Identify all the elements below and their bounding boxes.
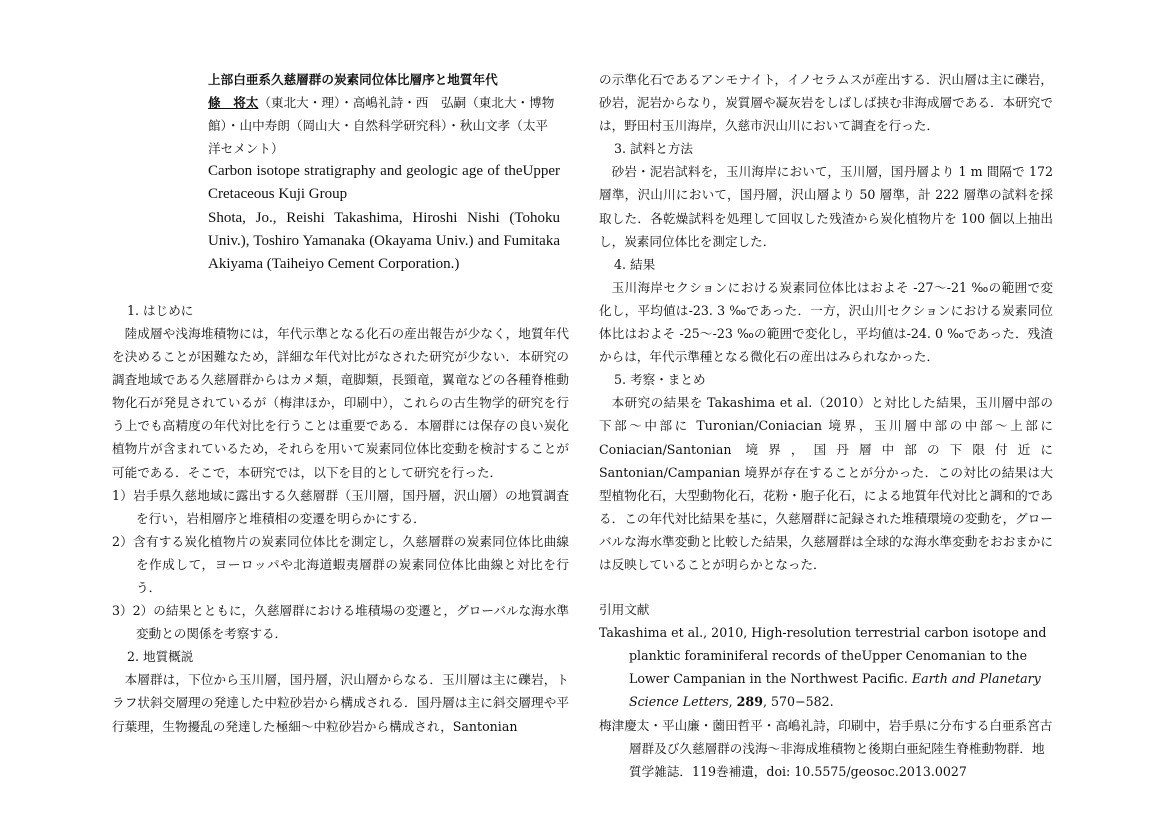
objective-item-2: 2）含有する炭化植物片の炭素同位体比を測定し，久慈層群の炭素同位体比曲線を作成して，ヨーロッパや北海道蝦夷層群の炭素同位体比曲線と対比を行う． [112,533,569,595]
left-column [112,68,569,738]
introduction-paragraph: 陸成層や浅海堆積物には，年代示準となる化石の産出報告が少なく，地質年代を決めることが困難なため，詳細な年代対比がなされた研究が少ない．本研究の調査地域である久慈層群からはカメ類，竜脚類，長頸竜，翼竜などの各種脊椎動物化石が発見されているが（梅津ほか，印刷中），これらの古生物学的研究を行う上でも高精度の年代対比を行うことは重要である．本層群には保存の良い炭化植物片が含まれているため，それらを用いて炭素同位体比変動を検討することが可能である．そこで，本研究では，以下を目的として研究を行った． [112,325,570,480]
first-author: 條 将太 [208,95,259,111]
section-heading-introduction: 1. はじめに [127,302,194,318]
methods-paragraph: 砂岩・泥岩試料を，玉川海岸において，玉川層，国丹層より 1 m 間隔で 172 層準，沢山川において，国丹層，沢山層より 50 層準，計 222 層準の試料を採取した．各乾燥試料を処理して回収した残渣から炭化植物片を 100 個以上抽出し，炭素同位体比を測定した． [599,164,1053,249]
discussion-paragraph: 本研究の結果を Takashima et al.（2010）と対比した結果，玉川層中部の下部～中部に Turonian/Coniacian 境界，玉川層中部の中部～上部に Coniacian/Santonian 境界，国丹層中部の下限付近に Santonian/Campanian 境界が存在することが分かった．この対比の結果は大型植物化石，大型動物化石，花粉・胞子化石，による地質年代対比と調和的である．この年代対比結果を基に，久慈層群に記録された堆積環境の変動を，グローバルな海水準変動と比較した結果，久慈層群は全球的な海水準変動をおおまかには反映していることが明らかとなった． [599,395,1053,572]
reference-1-text: Takashima et al., 2010, High-resolution terrestrial carbon isotope and planktic foraminiferal records of theUpper Cenomanian to the Lower Campanian in the Northwest Pacific. [599,625,1047,687]
geology-paragraph: 本層群は，下位から玉川層，国丹層，沢山層からなる．玉川層は主に礫岩，トラフ状斜交層理の発達した中粒砂岩から構成される．国丹層は主に斜交層理や平行葉理，生物擾乱の発達した極細～中粒砂岩から構成され，Santonian [112,672,570,734]
reference-item-2: 梅津慶太・平山廉・薗田哲平・高嶋礼詩，印刷中，岩手県に分布する白亜系宮古層群及び久慈層群の浅海～非海成堆積物と後期白亜紀陸生脊椎動物群．地質学雑誌．119巻補遺，doi: 10.5575/geosoc.2013.0027 [599,717,1053,779]
english-authors: Shota, Jo., Reishi Takashima, Hiroshi Nishi (Tohoku Univ.), Toshiro Yamanaka (Okayama Univ.) and Fumitaka Akiyama (Taiheiyo Cement Corporation.) [208,209,560,272]
other-authors: （東北大・理）・高嶋礼詩・西 弘嗣（東北大・博物館）・山中寿朗（岡山大・自然科学研究科）・秋山文孝（太平洋セメント） [208,95,555,157]
reference-item-1: Takashima et al., 2010, High-resolution terrestrial carbon isotope and planktic foraminiferal records of theUpper Cenomanian to the Lower Campanian in the Northwest Pacific. Earth and Planetary Science Letters, 289, 570−582. [599,625,1047,710]
references-heading: 引用文献 [599,602,650,618]
results-paragraph: 玉川海岸セクションにおける炭素同位体比はおよそ -27～-21 ‰の範囲で変化し，平均値は-23. 3 ‰であった．一方，沢山川セクションにおける炭素同位体比はおよそ -25～-23 ‰の範囲で変化し，平均値は-24. 0 ‰であった．残渣からは，年代示準種となる微化石の産出はみられなかった． [599,279,1053,365]
section-heading-results: 4. 結果 [614,256,656,272]
section-heading-discussion: 5. 考察・まとめ [614,372,706,388]
english-title: Carbon isotope stratigraphy and geologic age of theUpper Cretaceous Kuji Group [208,163,560,203]
section-heading-geology: 2. 地質概説 [127,649,194,665]
objective-item-3: 3）2）の結果とともに，久慈層群における堆積場の変遷と，グローバルな海水準変動との関係を考察する． [112,603,569,642]
geology-paragraph-continued: の示準化石であるアンモナイト，イノセラムスが産出する．沢山層は主に礫岩，砂岩，泥岩からなり，炭質層や凝灰岩をしばしば挟む非海成層である．本研究では，野田村玉川海岸，久慈市沢山川において調査を行った． [599,72,1053,134]
right-column [599,68,1053,783]
section-heading-methods: 3. 試料と方法 [614,141,693,157]
reference-1-volume: 289 [736,694,763,710]
objective-item-1: 1）岩手県久慈地域に露出する久慈層群（玉川層，国丹層，沢山層）の地質調査を行い，岩相層序と堆積相の変遷を明らかにする． [112,487,569,526]
title-block [208,68,560,276]
reference-1-pages: , 570−582. [762,694,834,710]
spacer [112,276,569,299]
japanese-authors [208,91,560,160]
japanese-title: 上部白亜系久慈層群の炭素同位体比層序と地質年代 [208,72,498,87]
reference-1-journal: Earth and Planetary Science Letters [629,671,1041,710]
